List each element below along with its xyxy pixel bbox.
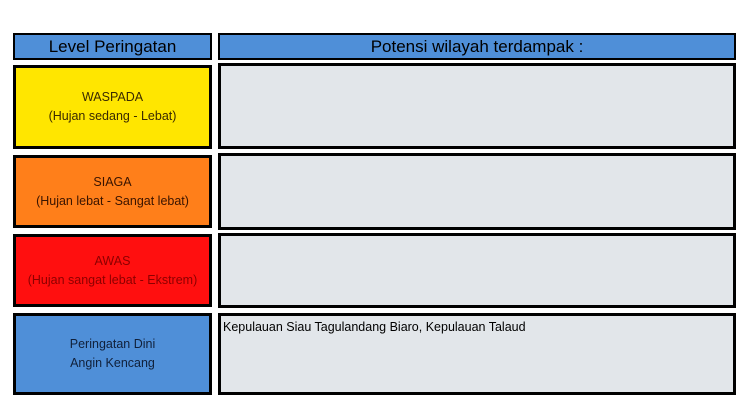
level-detail: Angin Kencang [70,356,155,370]
level-name: SIAGA [93,174,132,189]
level-name: AWAS [94,253,131,268]
header-level-peringatan [13,33,212,60]
level-cell-awas [13,234,212,307]
level-name: WASPADA [81,90,144,104]
header-level-label: Level Peringatan [48,36,177,56]
level-detail: (Hujan sangat lebat - Ekstrem) [27,272,198,287]
level-cell-peringatan-dini [13,313,212,395]
level-detail: (Hujan sedang - Lebat) [48,109,177,123]
header-areas-label: Potensi wilayah terdampak : [370,36,584,56]
area-cell-awas [218,233,736,308]
header-potensi-wilayah [218,33,736,60]
area-cell-siaga [218,153,736,230]
level-cell-siaga [13,155,212,228]
area-text: Kepulauan Siau Tagulandang Biaro, Kepulauan Talaud [223,320,526,334]
area-cell-waspada [218,63,736,149]
level-cell-waspada [13,65,212,149]
level-detail: (Hujan lebat - Sangat lebat) [36,193,189,208]
area-cell-peringatan-dini [218,313,736,395]
level-name: Peringatan Dini [69,337,156,351]
